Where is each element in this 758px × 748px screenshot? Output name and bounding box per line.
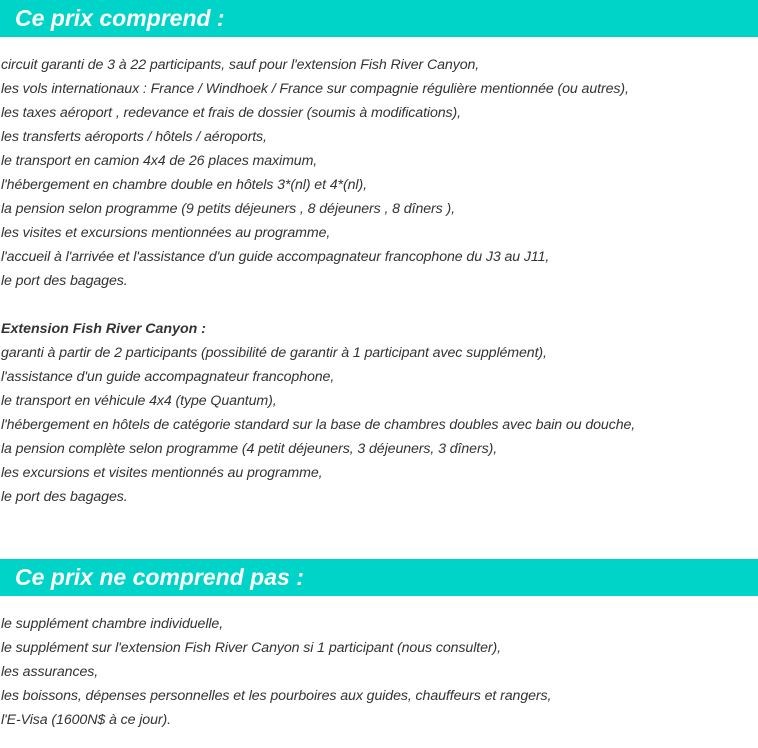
list-item: garanti à partir de 2 participants (possibilité de garantir à 1 participant avec supplément),: [1, 345, 547, 361]
list-item: l'hébergement en chambre double en hôtels 3*(nl) et 4*(nl),: [1, 177, 367, 193]
list-item: l'assistance d'un guide accompagnateur francophone,: [1, 369, 335, 385]
list-item: la pension complète selon programme (4 petit déjeuners, 3 déjeuners, 3 dîners),: [1, 441, 498, 457]
list-item: le transport en véhicule 4x4 (type Quantum),: [1, 393, 277, 409]
extension-title: Extension Fish River Canyon :: [1, 321, 206, 337]
excludes-header: [0, 559, 758, 596]
list-item: le supplément chambre individuelle,: [1, 616, 224, 632]
list-item: le transport en camion 4x4 de 26 places maximum,: [1, 153, 318, 169]
list-item: les taxes aéroport , redevance et frais de dossier (soumis à modifications),: [1, 105, 462, 121]
list-item: l'hébergement en hôtels de catégorie standard sur la base de chambres doubles avec bain ou douche,: [1, 417, 636, 433]
list-item: le port des bagages.: [1, 489, 128, 505]
list-item: le port des bagages.: [1, 273, 128, 289]
list-item: les excursions et visites mentionnés au programme,: [1, 465, 323, 481]
extension-list: [0, 341, 758, 509]
list-item: les transferts aéroports / hôtels / aéroports,: [1, 129, 267, 145]
list-item: l'E-Visa (1600N$ à ce jour).: [1, 712, 171, 728]
list-item: les visites et excursions mentionnées au programme,: [1, 225, 331, 241]
excludes-list: [0, 612, 758, 732]
list-item: le supplément sur l'extension Fish River Canyon si 1 participant (nous consulter),: [1, 640, 501, 656]
list-item: la pension selon programme (9 petits déjeuners , 8 déjeuners , 8 dîners ),: [1, 201, 455, 217]
list-item: circuit garanti de 3 à 22 participants, sauf pour l'extension Fish River Canyon,: [1, 57, 480, 73]
list-item: les assurances,: [1, 664, 99, 680]
includes-list: [0, 53, 758, 293]
includes-title: Ce prix comprend :: [15, 5, 225, 31]
includes-header: [0, 0, 758, 37]
list-item: les boissons, dépenses personnelles et les pourboires aux guides, chauffeurs et rangers,: [1, 688, 552, 704]
list-item: les vols internationaux : France / Windhoek / France sur compagnie régulière mentionnée (ou autres),: [1, 81, 629, 97]
excludes-title: Ce prix ne comprend pas :: [15, 564, 304, 590]
list-item: l'accueil à l'arrivée et l'assistance d'un guide accompagnateur francophone du J3 au J11,: [1, 249, 550, 265]
